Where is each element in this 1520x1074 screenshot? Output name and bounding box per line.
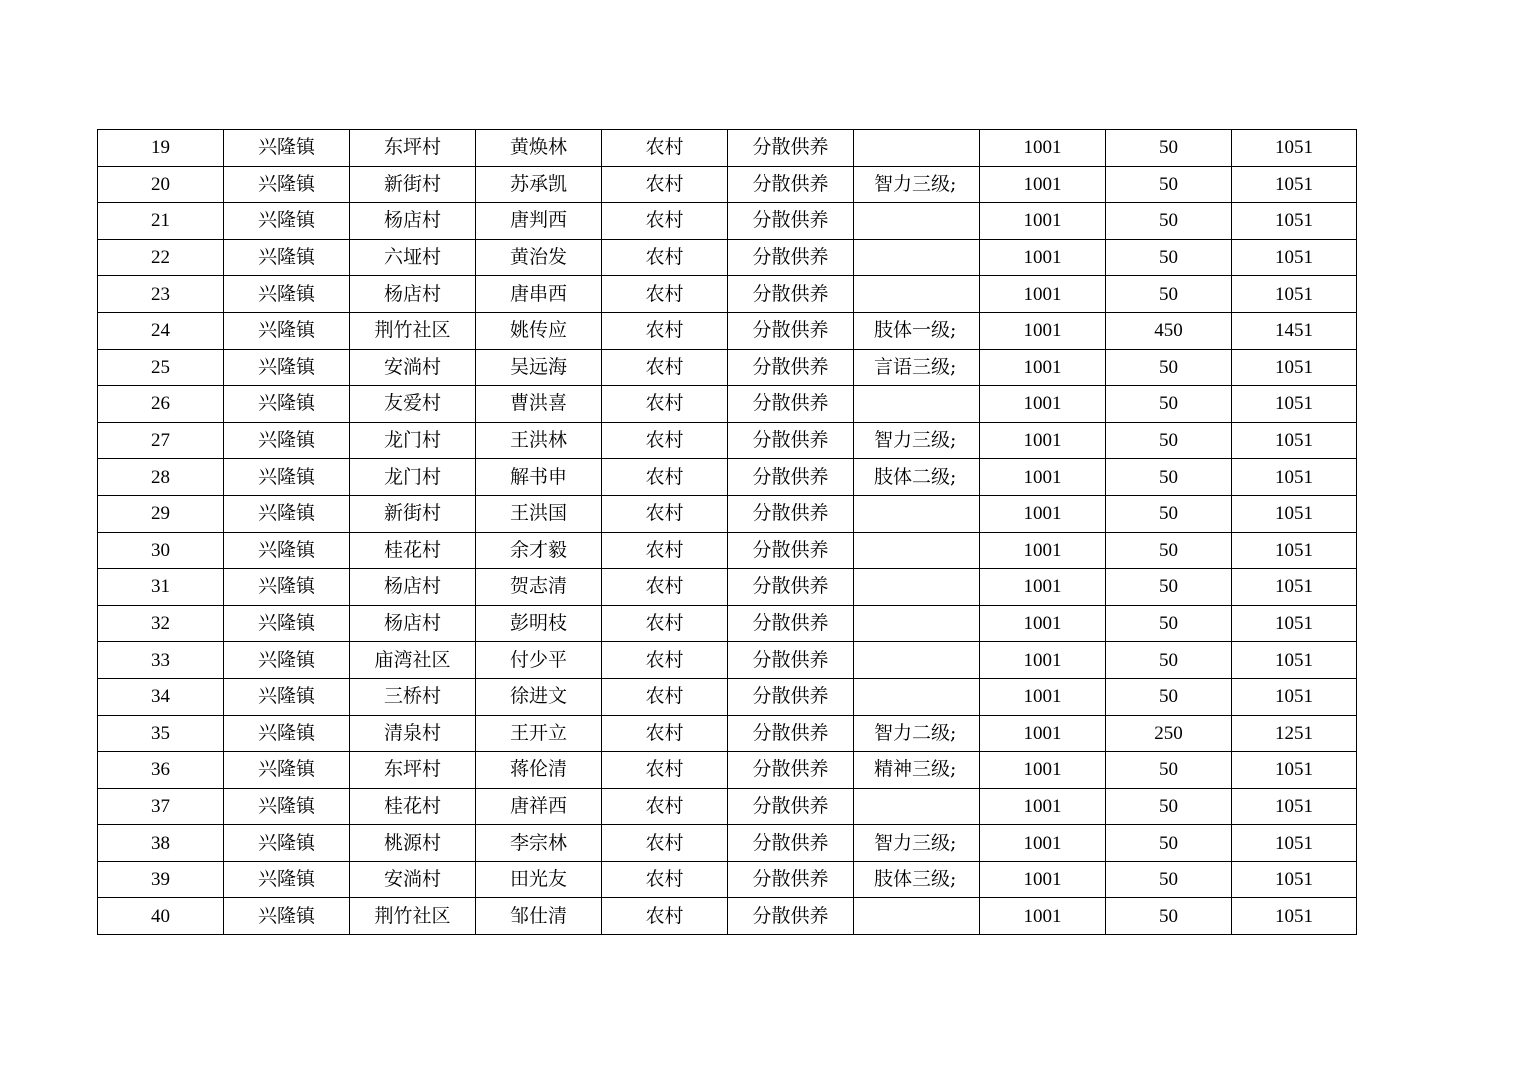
cell-row-number: 28 bbox=[98, 459, 224, 496]
cell-area-type: 农村 bbox=[602, 788, 728, 825]
cell-town: 兴隆镇 bbox=[224, 203, 350, 240]
cell-area-type: 农村 bbox=[602, 276, 728, 313]
cell-person-name: 彭明枝 bbox=[476, 605, 602, 642]
cell-support-type: 分散供养 bbox=[728, 898, 854, 935]
cell-total-amount: 1051 bbox=[1232, 276, 1357, 313]
cell-village: 新街村 bbox=[350, 166, 476, 203]
cell-row-number: 23 bbox=[98, 276, 224, 313]
cell-total-amount: 1251 bbox=[1232, 715, 1357, 752]
cell-support-type: 分散供养 bbox=[728, 825, 854, 862]
cell-village: 荆竹社区 bbox=[350, 898, 476, 935]
cell-person-name: 黄焕林 bbox=[476, 130, 602, 167]
cell-area-type: 农村 bbox=[602, 715, 728, 752]
cell-disability-level bbox=[854, 569, 980, 606]
cell-area-type: 农村 bbox=[602, 678, 728, 715]
cell-area-type: 农村 bbox=[602, 752, 728, 789]
cell-base-amount: 1001 bbox=[980, 532, 1106, 569]
cell-village: 龙门村 bbox=[350, 459, 476, 496]
cell-disability-level bbox=[854, 605, 980, 642]
cell-disability-level: 肢体一级; bbox=[854, 312, 980, 349]
cell-support-type: 分散供养 bbox=[728, 715, 854, 752]
cell-village: 东坪村 bbox=[350, 130, 476, 167]
cell-area-type: 农村 bbox=[602, 130, 728, 167]
cell-village: 六垭村 bbox=[350, 239, 476, 276]
cell-extra-amount: 50 bbox=[1106, 825, 1232, 862]
table-row bbox=[98, 569, 1357, 606]
cell-town: 兴隆镇 bbox=[224, 532, 350, 569]
cell-area-type: 农村 bbox=[602, 386, 728, 423]
cell-extra-amount: 50 bbox=[1106, 203, 1232, 240]
cell-row-number: 25 bbox=[98, 349, 224, 386]
cell-extra-amount: 50 bbox=[1106, 898, 1232, 935]
cell-extra-amount: 50 bbox=[1106, 569, 1232, 606]
cell-area-type: 农村 bbox=[602, 825, 728, 862]
table-row bbox=[98, 203, 1357, 240]
cell-person-name: 吴远海 bbox=[476, 349, 602, 386]
cell-town: 兴隆镇 bbox=[224, 605, 350, 642]
cell-extra-amount: 50 bbox=[1106, 166, 1232, 203]
cell-base-amount: 1001 bbox=[980, 752, 1106, 789]
cell-base-amount: 1001 bbox=[980, 203, 1106, 240]
table-row bbox=[98, 825, 1357, 862]
cell-row-number: 22 bbox=[98, 239, 224, 276]
cell-support-type: 分散供养 bbox=[728, 422, 854, 459]
cell-extra-amount: 50 bbox=[1106, 678, 1232, 715]
table-row bbox=[98, 752, 1357, 789]
cell-disability-level bbox=[854, 130, 980, 167]
cell-disability-level bbox=[854, 276, 980, 313]
cell-base-amount: 1001 bbox=[980, 605, 1106, 642]
cell-total-amount: 1051 bbox=[1232, 422, 1357, 459]
cell-person-name: 王洪国 bbox=[476, 495, 602, 532]
cell-town: 兴隆镇 bbox=[224, 898, 350, 935]
cell-total-amount: 1051 bbox=[1232, 605, 1357, 642]
table-row bbox=[98, 605, 1357, 642]
cell-row-number: 34 bbox=[98, 678, 224, 715]
cell-extra-amount: 50 bbox=[1106, 276, 1232, 313]
cell-person-name: 邹仕清 bbox=[476, 898, 602, 935]
cell-total-amount: 1051 bbox=[1232, 569, 1357, 606]
cell-area-type: 农村 bbox=[602, 569, 728, 606]
cell-base-amount: 1001 bbox=[980, 678, 1106, 715]
table-row bbox=[98, 898, 1357, 935]
cell-extra-amount: 50 bbox=[1106, 239, 1232, 276]
cell-village: 清泉村 bbox=[350, 715, 476, 752]
cell-support-type: 分散供养 bbox=[728, 861, 854, 898]
cell-total-amount: 1051 bbox=[1232, 386, 1357, 423]
cell-total-amount: 1451 bbox=[1232, 312, 1357, 349]
table-row bbox=[98, 239, 1357, 276]
cell-support-type: 分散供养 bbox=[728, 203, 854, 240]
cell-person-name: 苏承凯 bbox=[476, 166, 602, 203]
cell-extra-amount: 50 bbox=[1106, 422, 1232, 459]
cell-person-name: 王洪林 bbox=[476, 422, 602, 459]
cell-total-amount: 1051 bbox=[1232, 532, 1357, 569]
cell-village: 新街村 bbox=[350, 495, 476, 532]
cell-total-amount: 1051 bbox=[1232, 166, 1357, 203]
cell-row-number: 39 bbox=[98, 861, 224, 898]
cell-town: 兴隆镇 bbox=[224, 166, 350, 203]
cell-support-type: 分散供养 bbox=[728, 532, 854, 569]
cell-disability-level bbox=[854, 239, 980, 276]
cell-area-type: 农村 bbox=[602, 349, 728, 386]
cell-total-amount: 1051 bbox=[1232, 130, 1357, 167]
cell-total-amount: 1051 bbox=[1232, 752, 1357, 789]
cell-town: 兴隆镇 bbox=[224, 276, 350, 313]
cell-row-number: 31 bbox=[98, 569, 224, 606]
cell-base-amount: 1001 bbox=[980, 239, 1106, 276]
table-row bbox=[98, 349, 1357, 386]
cell-area-type: 农村 bbox=[602, 422, 728, 459]
cell-person-name: 解书申 bbox=[476, 459, 602, 496]
cell-area-type: 农村 bbox=[602, 532, 728, 569]
cell-area-type: 农村 bbox=[602, 203, 728, 240]
cell-total-amount: 1051 bbox=[1232, 678, 1357, 715]
table-row bbox=[98, 166, 1357, 203]
cell-village: 友爱村 bbox=[350, 386, 476, 423]
cell-extra-amount: 50 bbox=[1106, 861, 1232, 898]
cell-area-type: 农村 bbox=[602, 898, 728, 935]
cell-base-amount: 1001 bbox=[980, 569, 1106, 606]
cell-area-type: 农村 bbox=[602, 605, 728, 642]
cell-disability-level: 肢体二级; bbox=[854, 459, 980, 496]
table-row bbox=[98, 532, 1357, 569]
cell-disability-level: 智力二级; bbox=[854, 715, 980, 752]
cell-village: 东坪村 bbox=[350, 752, 476, 789]
cell-support-type: 分散供养 bbox=[728, 130, 854, 167]
cell-support-type: 分散供养 bbox=[728, 239, 854, 276]
cell-extra-amount: 50 bbox=[1106, 130, 1232, 167]
cell-total-amount: 1051 bbox=[1232, 788, 1357, 825]
cell-village: 荆竹社区 bbox=[350, 312, 476, 349]
cell-village: 杨店村 bbox=[350, 605, 476, 642]
cell-base-amount: 1001 bbox=[980, 422, 1106, 459]
cell-town: 兴隆镇 bbox=[224, 825, 350, 862]
cell-base-amount: 1001 bbox=[980, 788, 1106, 825]
cell-village: 桃源村 bbox=[350, 825, 476, 862]
cell-area-type: 农村 bbox=[602, 642, 728, 679]
cell-town: 兴隆镇 bbox=[224, 715, 350, 752]
cell-village: 龙门村 bbox=[350, 422, 476, 459]
table-row bbox=[98, 130, 1357, 167]
table-row bbox=[98, 459, 1357, 496]
cell-person-name: 黄治发 bbox=[476, 239, 602, 276]
cell-base-amount: 1001 bbox=[980, 861, 1106, 898]
cell-extra-amount: 250 bbox=[1106, 715, 1232, 752]
cell-disability-level: 智力三级; bbox=[854, 825, 980, 862]
cell-village: 杨店村 bbox=[350, 276, 476, 313]
cell-village: 杨店村 bbox=[350, 569, 476, 606]
cell-total-amount: 1051 bbox=[1232, 642, 1357, 679]
cell-area-type: 农村 bbox=[602, 239, 728, 276]
cell-disability-level: 肢体三级; bbox=[854, 861, 980, 898]
cell-disability-level: 智力三级; bbox=[854, 166, 980, 203]
cell-town: 兴隆镇 bbox=[224, 752, 350, 789]
cell-support-type: 分散供养 bbox=[728, 752, 854, 789]
table-row bbox=[98, 715, 1357, 752]
cell-base-amount: 1001 bbox=[980, 715, 1106, 752]
cell-disability-level bbox=[854, 386, 980, 423]
cell-person-name: 姚传应 bbox=[476, 312, 602, 349]
cell-disability-level bbox=[854, 642, 980, 679]
cell-row-number: 36 bbox=[98, 752, 224, 789]
cell-row-number: 32 bbox=[98, 605, 224, 642]
cell-support-type: 分散供养 bbox=[728, 788, 854, 825]
cell-town: 兴隆镇 bbox=[224, 422, 350, 459]
cell-total-amount: 1051 bbox=[1232, 861, 1357, 898]
cell-total-amount: 1051 bbox=[1232, 239, 1357, 276]
cell-row-number: 40 bbox=[98, 898, 224, 935]
cell-town: 兴隆镇 bbox=[224, 312, 350, 349]
cell-base-amount: 1001 bbox=[980, 825, 1106, 862]
table-row bbox=[98, 788, 1357, 825]
cell-total-amount: 1051 bbox=[1232, 825, 1357, 862]
cell-person-name: 贺志清 bbox=[476, 569, 602, 606]
cell-row-number: 19 bbox=[98, 130, 224, 167]
cell-support-type: 分散供养 bbox=[728, 678, 854, 715]
cell-disability-level bbox=[854, 203, 980, 240]
cell-village: 桂花村 bbox=[350, 788, 476, 825]
cell-row-number: 35 bbox=[98, 715, 224, 752]
cell-disability-level bbox=[854, 678, 980, 715]
table-row bbox=[98, 276, 1357, 313]
cell-person-name: 田光友 bbox=[476, 861, 602, 898]
cell-area-type: 农村 bbox=[602, 166, 728, 203]
cell-village: 三桥村 bbox=[350, 678, 476, 715]
cell-town: 兴隆镇 bbox=[224, 459, 350, 496]
cell-person-name: 余才毅 bbox=[476, 532, 602, 569]
cell-row-number: 29 bbox=[98, 495, 224, 532]
cell-base-amount: 1001 bbox=[980, 898, 1106, 935]
cell-town: 兴隆镇 bbox=[224, 386, 350, 423]
cell-extra-amount: 50 bbox=[1106, 459, 1232, 496]
cell-person-name: 李宗林 bbox=[476, 825, 602, 862]
cell-total-amount: 1051 bbox=[1232, 203, 1357, 240]
cell-base-amount: 1001 bbox=[980, 495, 1106, 532]
cell-row-number: 24 bbox=[98, 312, 224, 349]
cell-support-type: 分散供养 bbox=[728, 642, 854, 679]
cell-village: 安淌村 bbox=[350, 349, 476, 386]
cell-extra-amount: 50 bbox=[1106, 752, 1232, 789]
cell-base-amount: 1001 bbox=[980, 349, 1106, 386]
cell-row-number: 20 bbox=[98, 166, 224, 203]
cell-extra-amount: 50 bbox=[1106, 605, 1232, 642]
table-row bbox=[98, 422, 1357, 459]
cell-disability-level: 智力三级; bbox=[854, 422, 980, 459]
cell-area-type: 农村 bbox=[602, 495, 728, 532]
cell-town: 兴隆镇 bbox=[224, 349, 350, 386]
cell-base-amount: 1001 bbox=[980, 459, 1106, 496]
cell-row-number: 21 bbox=[98, 203, 224, 240]
cell-village: 桂花村 bbox=[350, 532, 476, 569]
cell-person-name: 曹洪喜 bbox=[476, 386, 602, 423]
cell-total-amount: 1051 bbox=[1232, 349, 1357, 386]
cell-town: 兴隆镇 bbox=[224, 788, 350, 825]
table-row bbox=[98, 495, 1357, 532]
cell-disability-level bbox=[854, 495, 980, 532]
cell-support-type: 分散供养 bbox=[728, 569, 854, 606]
cell-area-type: 农村 bbox=[602, 312, 728, 349]
cell-total-amount: 1051 bbox=[1232, 495, 1357, 532]
cell-person-name: 唐祥西 bbox=[476, 788, 602, 825]
cell-row-number: 33 bbox=[98, 642, 224, 679]
cell-town: 兴隆镇 bbox=[224, 239, 350, 276]
cell-person-name: 付少平 bbox=[476, 642, 602, 679]
table-row bbox=[98, 642, 1357, 679]
cell-support-type: 分散供养 bbox=[728, 386, 854, 423]
cell-base-amount: 1001 bbox=[980, 642, 1106, 679]
cell-row-number: 30 bbox=[98, 532, 224, 569]
cell-total-amount: 1051 bbox=[1232, 459, 1357, 496]
cell-extra-amount: 50 bbox=[1106, 788, 1232, 825]
cell-extra-amount: 50 bbox=[1106, 386, 1232, 423]
cell-total-amount: 1051 bbox=[1232, 898, 1357, 935]
cell-base-amount: 1001 bbox=[980, 312, 1106, 349]
table-row bbox=[98, 386, 1357, 423]
cell-person-name: 唐判西 bbox=[476, 203, 602, 240]
cell-disability-level bbox=[854, 532, 980, 569]
cell-row-number: 26 bbox=[98, 386, 224, 423]
cell-base-amount: 1001 bbox=[980, 130, 1106, 167]
cell-village: 安淌村 bbox=[350, 861, 476, 898]
cell-village: 庙湾社区 bbox=[350, 642, 476, 679]
cell-village: 杨店村 bbox=[350, 203, 476, 240]
cell-base-amount: 1001 bbox=[980, 166, 1106, 203]
cell-town: 兴隆镇 bbox=[224, 569, 350, 606]
cell-support-type: 分散供养 bbox=[728, 166, 854, 203]
cell-town: 兴隆镇 bbox=[224, 642, 350, 679]
cell-person-name: 徐进文 bbox=[476, 678, 602, 715]
cell-area-type: 农村 bbox=[602, 861, 728, 898]
cell-extra-amount: 50 bbox=[1106, 642, 1232, 679]
cell-disability-level: 精神三级; bbox=[854, 752, 980, 789]
cell-extra-amount: 50 bbox=[1106, 495, 1232, 532]
cell-person-name: 唐串西 bbox=[476, 276, 602, 313]
cell-row-number: 37 bbox=[98, 788, 224, 825]
cell-support-type: 分散供养 bbox=[728, 605, 854, 642]
cell-extra-amount: 50 bbox=[1106, 349, 1232, 386]
table-row bbox=[98, 678, 1357, 715]
cell-area-type: 农村 bbox=[602, 459, 728, 496]
cell-support-type: 分散供养 bbox=[728, 495, 854, 532]
cell-support-type: 分散供养 bbox=[728, 312, 854, 349]
cell-town: 兴隆镇 bbox=[224, 495, 350, 532]
support-list-table bbox=[97, 129, 1357, 935]
cell-support-type: 分散供养 bbox=[728, 276, 854, 313]
cell-base-amount: 1001 bbox=[980, 276, 1106, 313]
cell-support-type: 分散供养 bbox=[728, 459, 854, 496]
cell-row-number: 38 bbox=[98, 825, 224, 862]
cell-person-name: 王开立 bbox=[476, 715, 602, 752]
cell-town: 兴隆镇 bbox=[224, 678, 350, 715]
cell-disability-level bbox=[854, 898, 980, 935]
cell-base-amount: 1001 bbox=[980, 386, 1106, 423]
cell-extra-amount: 450 bbox=[1106, 312, 1232, 349]
cell-support-type: 分散供养 bbox=[728, 349, 854, 386]
cell-disability-level: 言语三级; bbox=[854, 349, 980, 386]
cell-town: 兴隆镇 bbox=[224, 130, 350, 167]
cell-extra-amount: 50 bbox=[1106, 532, 1232, 569]
cell-person-name: 蒋伦清 bbox=[476, 752, 602, 789]
cell-disability-level bbox=[854, 788, 980, 825]
table-row bbox=[98, 312, 1357, 349]
cell-row-number: 27 bbox=[98, 422, 224, 459]
cell-town: 兴隆镇 bbox=[224, 861, 350, 898]
table-row bbox=[98, 861, 1357, 898]
table-body bbox=[98, 130, 1357, 935]
